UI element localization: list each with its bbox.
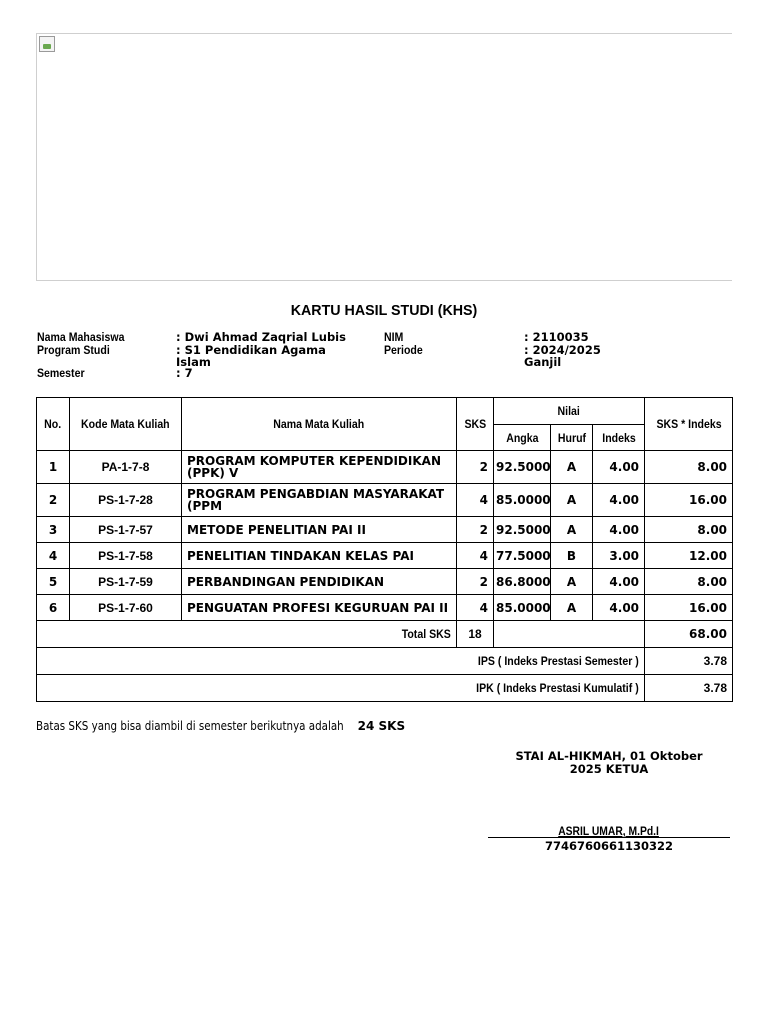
row-no: 3 bbox=[37, 517, 70, 543]
signature-place-date: STAI AL-HIKMAH, 01 Oktober 2025 KETUA bbox=[515, 749, 703, 776]
semester-value: : 7 bbox=[176, 366, 193, 380]
row-indeks: 4.00 bbox=[593, 484, 645, 517]
header-huruf: Huruf bbox=[551, 425, 593, 451]
table-row bbox=[37, 543, 733, 569]
header-image bbox=[36, 33, 732, 281]
semester-label: Semester bbox=[37, 366, 85, 380]
total-blank bbox=[494, 621, 645, 648]
total-sks-indeks: 68.00 bbox=[645, 621, 733, 648]
row-sks-indeks: 8.00 bbox=[645, 451, 733, 484]
ips-value: 3.78 bbox=[645, 648, 733, 675]
row-kode: PS-1-7-28 bbox=[70, 484, 182, 517]
total-row bbox=[37, 621, 733, 648]
row-sks-indeks: 8.00 bbox=[645, 569, 733, 595]
row-sks-indeks: 16.00 bbox=[645, 484, 733, 517]
header-no: No. bbox=[37, 398, 70, 451]
signatory-name: ASRIL UMAR, M.Pd.I bbox=[488, 824, 730, 838]
row-indeks: 3.00 bbox=[593, 543, 645, 569]
table-row bbox=[37, 595, 733, 621]
row-angka: 85.0000 bbox=[494, 595, 551, 621]
row-indeks: 4.00 bbox=[593, 517, 645, 543]
ips-row bbox=[37, 648, 733, 675]
header-indeks: Indeks bbox=[593, 425, 645, 451]
row-no: 4 bbox=[37, 543, 70, 569]
sks-limit-value: 24 SKS bbox=[357, 719, 406, 733]
sks-limit-note: Batas SKS yang bisa diambil di semester berikutnya adalah 24 SKS bbox=[36, 719, 406, 733]
row-sks-indeks: 12.00 bbox=[645, 543, 733, 569]
table-row bbox=[37, 451, 733, 484]
name-value: : Dwi Ahmad Zaqrial Lubis bbox=[176, 330, 346, 344]
periode-value: : 2024/2025 bbox=[524, 343, 601, 357]
grades-table bbox=[36, 397, 733, 702]
header-nilai: Nilai bbox=[494, 398, 645, 425]
row-angka: 77.5000 bbox=[494, 543, 551, 569]
row-sks: 2 bbox=[457, 569, 494, 595]
row-sks: 2 bbox=[457, 517, 494, 543]
row-huruf: A bbox=[551, 517, 593, 543]
row-sks-indeks: 16.00 bbox=[645, 595, 733, 621]
row-angka: 85.0000 bbox=[494, 484, 551, 517]
row-nama: PENELITIAN TINDAKAN KELAS PAI bbox=[182, 543, 457, 569]
table-row bbox=[37, 569, 733, 595]
nim-value: : 2110035 bbox=[524, 330, 589, 344]
row-kode: PS-1-7-59 bbox=[70, 569, 182, 595]
row-sks: 4 bbox=[457, 484, 494, 517]
row-indeks: 4.00 bbox=[593, 595, 645, 621]
periode-label: Periode bbox=[384, 343, 423, 357]
row-nama: METODE PENELITIAN PAI II bbox=[182, 517, 457, 543]
row-no: 2 bbox=[37, 484, 70, 517]
row-nama: PENGUATAN PROFESI KEGURUAN PAI II bbox=[182, 595, 457, 621]
row-huruf: A bbox=[551, 451, 593, 484]
row-sks: 4 bbox=[457, 595, 494, 621]
row-no: 1 bbox=[37, 451, 70, 484]
table-row bbox=[37, 517, 733, 543]
total-sks: 18 bbox=[457, 621, 494, 648]
row-no: 5 bbox=[37, 569, 70, 595]
row-kode: PA-1-7-8 bbox=[70, 451, 182, 484]
total-label: Total SKS bbox=[37, 621, 457, 648]
row-kode: PS-1-7-60 bbox=[70, 595, 182, 621]
header-sks: SKS bbox=[457, 398, 494, 451]
row-angka: 92.5000 bbox=[494, 517, 551, 543]
row-angka: 86.8000 bbox=[494, 569, 551, 595]
signatory-id: 7746760661130322 bbox=[544, 839, 674, 853]
row-indeks: 4.00 bbox=[593, 569, 645, 595]
row-kode: PS-1-7-58 bbox=[70, 543, 182, 569]
table-row bbox=[37, 484, 733, 517]
header-kode: Kode Mata Kuliah bbox=[70, 398, 182, 451]
nim-label: NIM bbox=[384, 330, 404, 344]
row-nama: PERBANDINGAN PENDIDIKAN bbox=[182, 569, 457, 595]
row-indeks: 4.00 bbox=[593, 451, 645, 484]
ipk-value: 3.78 bbox=[645, 675, 733, 702]
ips-label: IPS ( Indeks Prestasi Semester ) bbox=[37, 648, 645, 675]
ipk-label: IPK ( Indeks Prestasi Kumulatif ) bbox=[37, 675, 645, 702]
row-nama: PROGRAM KOMPUTER KEPENDIDIKAN (PPK) V bbox=[182, 451, 457, 484]
broken-image-icon bbox=[39, 36, 55, 52]
document-title: KARTU HASIL STUDI (KHS) bbox=[290, 302, 478, 319]
row-huruf: A bbox=[551, 595, 593, 621]
prodi-value: : S1 Pendidikan Agama bbox=[176, 343, 326, 357]
row-huruf: A bbox=[551, 484, 593, 517]
prodi-label: Program Studi bbox=[37, 343, 110, 357]
prodi-value-cont: Islam bbox=[176, 355, 211, 369]
row-sks: 4 bbox=[457, 543, 494, 569]
row-nama: PROGRAM PENGABDIAN MASYARAKAT (PPM bbox=[182, 484, 457, 517]
header-sks-indeks: SKS * Indeks bbox=[645, 398, 733, 451]
row-huruf: A bbox=[551, 569, 593, 595]
ipk-row bbox=[37, 675, 733, 702]
name-label: Nama Mahasiswa bbox=[37, 330, 125, 344]
header-angka: Angka bbox=[494, 425, 551, 451]
row-huruf: B bbox=[551, 543, 593, 569]
header-nama: Nama Mata Kuliah bbox=[182, 398, 457, 451]
row-no: 6 bbox=[37, 595, 70, 621]
row-angka: 92.5000 bbox=[494, 451, 551, 484]
row-kode: PS-1-7-57 bbox=[70, 517, 182, 543]
row-sks: 2 bbox=[457, 451, 494, 484]
periode-value-cont: Ganjil bbox=[524, 355, 562, 369]
row-sks-indeks: 8.00 bbox=[645, 517, 733, 543]
